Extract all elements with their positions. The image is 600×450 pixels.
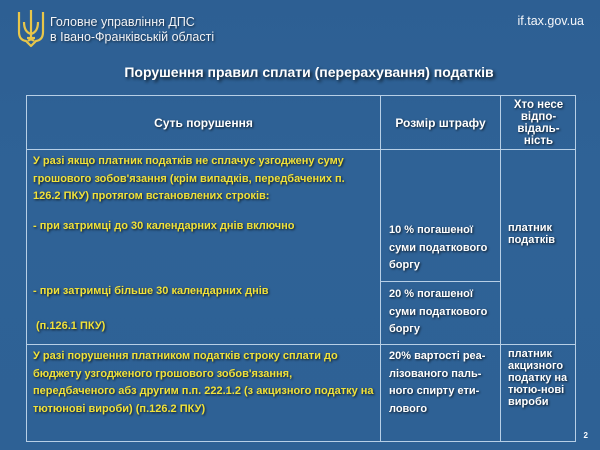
column-header-fine: Розмір штрафу xyxy=(395,115,486,130)
org-line-1: Головне управління ДПС xyxy=(50,15,195,29)
fine-excise: 20% вартості реа-лізованого паль-ного спирту ети-лового xyxy=(389,350,486,415)
website-link[interactable]: if.tax.gov.ua xyxy=(517,14,584,28)
header-line: відаль- xyxy=(517,122,560,135)
column-header-responsible xyxy=(501,96,576,149)
violation-item-1: - при затримці до 30 календарних днів включно xyxy=(33,220,295,232)
slide-title: Порушення правил сплати (перерахування) податків xyxy=(124,64,494,80)
penalties-table xyxy=(26,95,576,442)
header-line: відпо- xyxy=(520,110,557,123)
header xyxy=(0,0,600,52)
org-line-2: в Івано-Франківській області xyxy=(50,30,215,44)
row-divider xyxy=(27,344,576,345)
page-number: 2 xyxy=(583,431,588,440)
violation-reference: (п.126.1 ПКУ) xyxy=(36,320,106,332)
fine-10-percent: 10 % погашеної суми податкового боргу xyxy=(389,224,488,271)
violation-excise: У разі порушення платником податків строку сплати до бюджету узгодженого грошового зобов'язання, передбаченого абз другим п.п. 222.1.2 (з акцизного податку на тютюнові вироби) (п.126.2 ПКУ) xyxy=(33,350,374,415)
trident-icon xyxy=(16,8,46,48)
responsible-excise-payer: платник акцизного податку на тютю-нові вироби xyxy=(508,348,568,408)
column-header-violation: Суть порушення xyxy=(154,115,253,130)
responsible-taxpayer: платник податків xyxy=(508,222,556,246)
header-line: ність xyxy=(523,134,554,147)
organization-name xyxy=(50,15,214,45)
header-divider xyxy=(27,149,576,150)
violation-item-2: - при затримці більше 30 календарних днів xyxy=(33,285,269,297)
violation-intro: У разі якщо платник податків не сплачує узгоджену суму грошового зобов'язання (крім випадків, передбачених п. 126.2 ПКУ) протягом встановлених строків: xyxy=(33,155,345,202)
fine-20-percent: 20 % погашеної суми податкового боргу xyxy=(389,288,488,335)
fine-split-divider xyxy=(380,281,500,282)
header-line: Хто несе xyxy=(513,98,564,111)
